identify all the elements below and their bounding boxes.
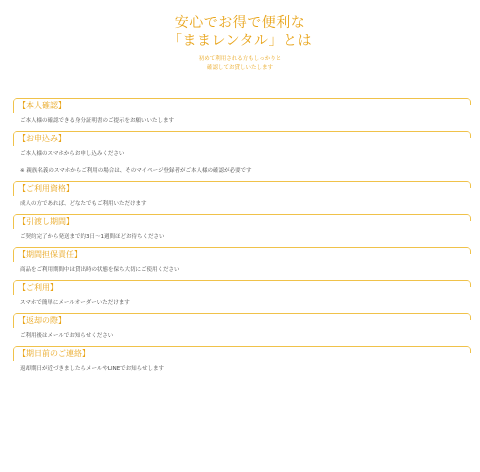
title-line-1: 安心でお得で便利な xyxy=(174,15,306,31)
feature-item-eligibility xyxy=(14,181,470,209)
feature-body xyxy=(14,328,470,341)
feature-body xyxy=(14,262,470,275)
feature-item-identity xyxy=(14,98,470,126)
feature-item-usage xyxy=(14,280,470,308)
feature-item-application xyxy=(14,131,470,176)
feature-heading: 【引渡し期間】 xyxy=(14,214,470,229)
feature-body xyxy=(14,196,470,209)
feature-heading: 【返却の際】 xyxy=(14,313,470,328)
feature-note: ※ 親族名義のスマホからご利用の場合は、そのマイページ登録者がご本人様の確認が必要です xyxy=(20,168,252,174)
feature-heading: 【お申込み】 xyxy=(14,131,470,146)
feature-item-return xyxy=(14,313,470,341)
feature-body xyxy=(14,146,470,176)
feature-text: スマホで簡単にメールオーダーいただけます xyxy=(20,300,130,306)
feature-text: ご本人様のスマホからお申し込みください xyxy=(20,151,125,157)
feature-heading: 【ご利用】 xyxy=(14,280,470,295)
feature-body xyxy=(14,229,470,242)
feature-text: 商品をご利用期間中は貸出時の状態を保ち大切にご使用ください xyxy=(20,267,180,273)
hero-subtitle xyxy=(0,55,480,73)
feature-item-reminder xyxy=(14,346,470,374)
feature-text: ご契約完了から発送まで約3日〜1週間ほどお待ちください xyxy=(20,234,165,240)
page-title xyxy=(0,14,480,50)
subtitle-line-1: 初めて利用される方もしっかりと xyxy=(198,56,282,62)
feature-heading: 【ご利用資格】 xyxy=(14,181,470,196)
feature-text: 返却期日が近づきましたらメールやLINEでお知らせします xyxy=(20,366,165,372)
feature-heading: 【期日前のご連絡】 xyxy=(14,346,470,361)
feature-list xyxy=(14,98,470,379)
feature-body xyxy=(14,113,470,126)
feature-text: ご利用後はメールでお知らせください xyxy=(20,333,114,339)
hero-section xyxy=(0,0,480,73)
feature-body xyxy=(14,361,470,374)
feature-heading: 【期間担保責任】 xyxy=(14,247,470,262)
feature-text: 成人の方であれば、どなたでもご利用いただけます xyxy=(20,201,147,207)
feature-heading: 【本人確認】 xyxy=(14,98,470,113)
feature-body xyxy=(14,295,470,308)
feature-item-responsibility xyxy=(14,247,470,275)
feature-item-delivery xyxy=(14,214,470,242)
subtitle-line-2: 確認してお貸しいたします xyxy=(206,65,273,71)
spacer xyxy=(20,159,470,167)
title-line-2: 「ままレンタル」とは xyxy=(167,33,313,49)
feature-text: ご本人様の確認できる身分証明書のご提示をお願いいたします xyxy=(20,118,175,124)
